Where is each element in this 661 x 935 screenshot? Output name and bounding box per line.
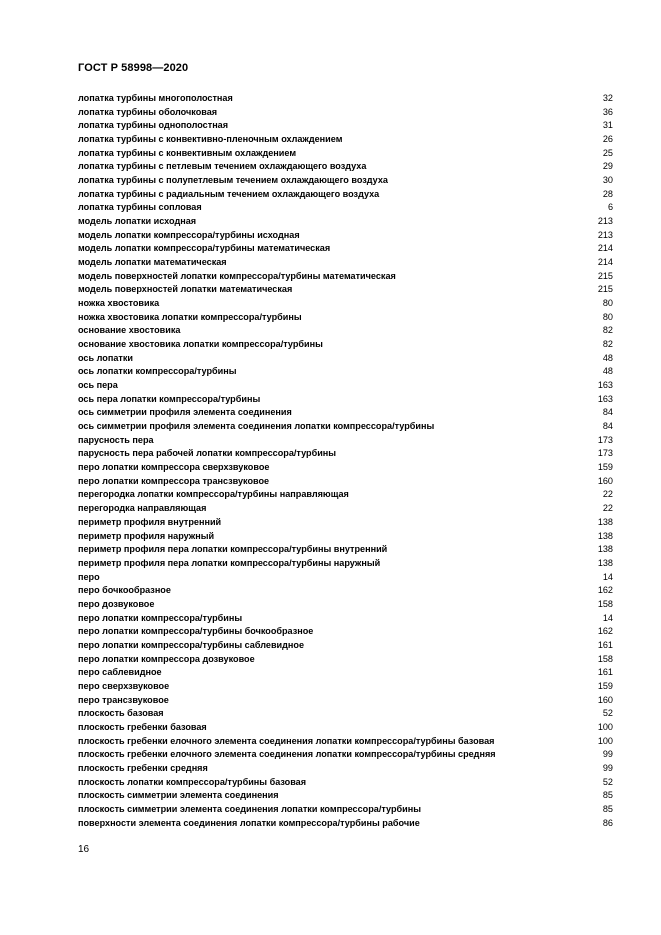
index-page-ref: 30 <box>602 175 613 186</box>
index-entry <box>78 639 613 653</box>
index-term: парусность пера <box>78 434 154 445</box>
index-page-ref: 173 <box>597 448 613 459</box>
index-entry <box>78 297 613 311</box>
index-term: перо лопатки компрессора/турбины саблевидное <box>78 639 305 650</box>
index-page-ref: 215 <box>597 284 613 295</box>
index-entry <box>78 748 613 762</box>
index-page-ref: 213 <box>597 216 613 227</box>
index-entry <box>78 707 613 721</box>
index-page-ref: 213 <box>597 229 613 240</box>
index-entry <box>78 516 613 530</box>
index-page-ref: 22 <box>602 503 613 514</box>
index-entry <box>78 133 613 147</box>
index-term: перо лопатки компрессора трансзвуковое <box>78 475 270 486</box>
index-term: плоскость гребенки базовая <box>78 721 207 732</box>
index-page-ref: 25 <box>602 147 613 158</box>
index-page-ref: 22 <box>602 489 613 500</box>
index-entry <box>78 215 613 229</box>
index-page-ref: 84 <box>602 421 613 432</box>
index-entry <box>78 461 613 475</box>
index-term: перегородка лопатки компрессора/турбины направляющая <box>78 489 349 500</box>
index-entry <box>78 92 613 106</box>
index-page-ref: 162 <box>597 585 613 596</box>
index-term: плоскость гребенки елочного элемента соединения лопатки компрессора/турбины средняя <box>78 749 496 760</box>
index-term: ось симметрии профиля элемента соединения <box>78 407 292 418</box>
index-entry <box>78 352 613 366</box>
index-entry <box>78 365 613 379</box>
index-term: плоскость гребенки елочного элемента соединения лопатки компрессора/турбины базовая <box>78 735 495 746</box>
index-term: лопатка турбины с петлевым течением охлаждающего воздуха <box>78 161 367 172</box>
index-entry <box>78 393 613 407</box>
index-page-ref: 85 <box>602 790 613 801</box>
index-entry <box>78 174 613 188</box>
index-term: лопатка турбины однополостная <box>78 120 229 131</box>
index-entry <box>78 680 613 694</box>
index-term: лопатка турбины оболочковая <box>78 106 218 117</box>
index-entry <box>78 324 613 338</box>
index-entry <box>78 530 613 544</box>
index-term: ось пера <box>78 380 118 391</box>
index-page-ref: 82 <box>602 325 613 336</box>
index-entry <box>78 379 613 393</box>
index-page-ref: 84 <box>602 407 613 418</box>
index-term: поверхности элемента соединения лопатки компрессора/турбины рабочие <box>78 817 420 828</box>
index-entry <box>78 557 613 571</box>
index-page-ref: 80 <box>602 311 613 322</box>
index-entry <box>78 612 613 626</box>
index-entry <box>78 338 613 352</box>
index-page-ref: 138 <box>597 530 613 541</box>
index-term: ножка хвостовика лопатки компрессора/турбины <box>78 311 302 322</box>
index-page-ref: 173 <box>597 434 613 445</box>
index-entry <box>78 571 613 585</box>
index-entry <box>78 119 613 133</box>
index-term: плоскость лопатки компрессора/турбины базовая <box>78 776 307 787</box>
index-entry <box>78 584 613 598</box>
index-entry <box>78 283 613 297</box>
index-page-ref: 160 <box>597 694 613 705</box>
index-page-ref: 36 <box>602 106 613 117</box>
index-entry <box>78 242 613 256</box>
document-header: ГОСТ Р 58998—2020 <box>78 62 189 74</box>
index-term: перо лопатки компрессора сверхзвуковое <box>78 462 270 473</box>
index-page-ref: 52 <box>602 708 613 719</box>
alphabetical-index <box>78 92 613 830</box>
index-page-ref: 29 <box>602 161 613 172</box>
index-page-ref: 52 <box>602 776 613 787</box>
index-term: модель лопатки компрессора/турбины математическая <box>78 243 331 254</box>
index-term: перо <box>78 571 100 582</box>
index-entry <box>78 447 613 461</box>
index-entry <box>78 803 613 817</box>
index-entry <box>78 311 613 325</box>
index-term: лопатка турбины многополостная <box>78 93 233 103</box>
index-page-ref: 163 <box>597 393 613 404</box>
index-entry <box>78 201 613 215</box>
index-entry <box>78 160 613 174</box>
index-term: модель поверхностей лопатки компрессора/турбины математическая <box>78 270 396 281</box>
index-page-ref: 138 <box>597 516 613 527</box>
index-entry <box>78 434 613 448</box>
index-term: ось пера лопатки компрессора/турбины <box>78 393 261 404</box>
index-term: периметр профиля пера лопатки компрессора/турбины внутренний <box>78 544 388 555</box>
index-entry <box>78 666 613 680</box>
index-term: основание хвостовика <box>78 325 181 336</box>
index-term: перо дозвуковое <box>78 598 155 609</box>
index-term: ось лопатки компрессора/турбины <box>78 366 237 377</box>
index-page-ref: 161 <box>597 667 613 678</box>
index-term: модель лопатки компрессора/турбины исходная <box>78 229 300 240</box>
index-term: лопатка турбины с конвективно-пленочным охлаждением <box>78 134 343 145</box>
index-page-ref: 162 <box>597 626 613 637</box>
index-entry <box>78 270 613 284</box>
index-page-ref: 161 <box>597 639 613 650</box>
index-term: перо трансзвуковое <box>78 694 169 705</box>
index-term: ось лопатки <box>78 352 133 363</box>
index-page-ref: 80 <box>602 298 613 309</box>
index-page-ref: 99 <box>602 749 613 760</box>
index-term: модель поверхностей лопатки математическая <box>78 284 293 295</box>
index-page-ref: 215 <box>597 270 613 281</box>
index-page-ref: 138 <box>597 557 613 568</box>
index-term: основание хвостовика лопатки компрессора/турбины <box>78 339 323 350</box>
index-entry <box>78 694 613 708</box>
index-entry <box>78 488 613 502</box>
index-page-ref: 82 <box>602 339 613 350</box>
index-entry <box>78 543 613 557</box>
index-page-ref: 48 <box>602 352 613 363</box>
index-term: плоскость гребенки средняя <box>78 762 208 773</box>
index-page-ref: 14 <box>602 571 613 582</box>
index-term: плоскость симметрии элемента соединения <box>78 790 279 801</box>
index-entry <box>78 776 613 790</box>
index-page-ref: 86 <box>602 817 613 828</box>
index-term: ножка хвостовика <box>78 298 160 309</box>
index-entry <box>78 475 613 489</box>
index-entry <box>78 420 613 434</box>
index-term: лопатка турбины сопловая <box>78 202 202 213</box>
index-term: периметр профиля внутренний <box>78 516 222 527</box>
index-term: перо лопатки компрессора/турбины <box>78 612 243 623</box>
index-page-ref: 31 <box>602 120 613 131</box>
index-page-ref: 28 <box>602 188 613 199</box>
index-page-ref: 14 <box>602 612 613 623</box>
index-term: периметр профиля наружный <box>78 530 215 541</box>
index-entry <box>78 106 613 120</box>
index-term: парусность пера рабочей лопатки компрессора/турбины <box>78 448 337 459</box>
index-term: периметр профиля пера лопатки компрессора/турбины наружный <box>78 557 381 568</box>
index-term: перегородка направляющая <box>78 503 207 514</box>
index-term: перо лопатки компрессора/турбины бочкообразное <box>78 626 314 637</box>
index-page-ref: 138 <box>597 544 613 555</box>
index-entry <box>78 229 613 243</box>
index-term: лопатка турбины с радиальным течением охлаждающего воздуха <box>78 188 380 199</box>
index-page-ref: 158 <box>597 653 613 664</box>
index-page-ref: 158 <box>597 598 613 609</box>
index-term: плоскость базовая <box>78 708 164 719</box>
index-entry <box>78 817 613 831</box>
index-page-ref: 48 <box>602 366 613 377</box>
index-page-ref: 6 <box>607 202 613 213</box>
index-entry <box>78 406 613 420</box>
index-term: перо бочкообразное <box>78 585 171 596</box>
index-term: модель лопатки математическая <box>78 257 227 268</box>
index-entry <box>78 598 613 612</box>
index-term: лопатка турбины с конвективным охлаждением <box>78 147 297 158</box>
index-term: плоскость симметрии элемента соединения лопатки компрессора/турбины <box>78 803 422 814</box>
index-page-ref: 32 <box>602 93 613 103</box>
index-page-ref: 159 <box>597 680 613 691</box>
index-page-ref: 100 <box>597 735 613 746</box>
index-page-ref: 99 <box>602 762 613 773</box>
index-page-ref: 159 <box>597 462 613 473</box>
index-entry <box>78 735 613 749</box>
index-page-ref: 214 <box>597 243 613 254</box>
index-entry <box>78 625 613 639</box>
index-entry <box>78 721 613 735</box>
index-page-ref: 85 <box>602 803 613 814</box>
index-term: лопатка турбины с полупетлевым течением охлаждающего воздуха <box>78 175 388 186</box>
index-page-ref: 214 <box>597 257 613 268</box>
index-entry <box>78 789 613 803</box>
index-term: перо сверхзвуковое <box>78 680 170 691</box>
index-page-ref: 26 <box>602 134 613 145</box>
index-entry <box>78 502 613 516</box>
index-entry <box>78 762 613 776</box>
index-term: перо лопатки компрессора дозвуковое <box>78 653 255 664</box>
index-term: ось симметрии профиля элемента соединения лопатки компрессора/турбины <box>78 421 435 432</box>
index-entry <box>78 653 613 667</box>
index-entry <box>78 147 613 161</box>
index-page-ref: 100 <box>597 721 613 732</box>
index-term: перо саблевидное <box>78 667 162 678</box>
index-page-ref: 163 <box>597 380 613 391</box>
index-entry <box>78 256 613 270</box>
page-number: 16 <box>78 844 90 855</box>
index-term: модель лопатки исходная <box>78 216 197 227</box>
index-page-ref: 160 <box>597 475 613 486</box>
index-entry <box>78 188 613 202</box>
